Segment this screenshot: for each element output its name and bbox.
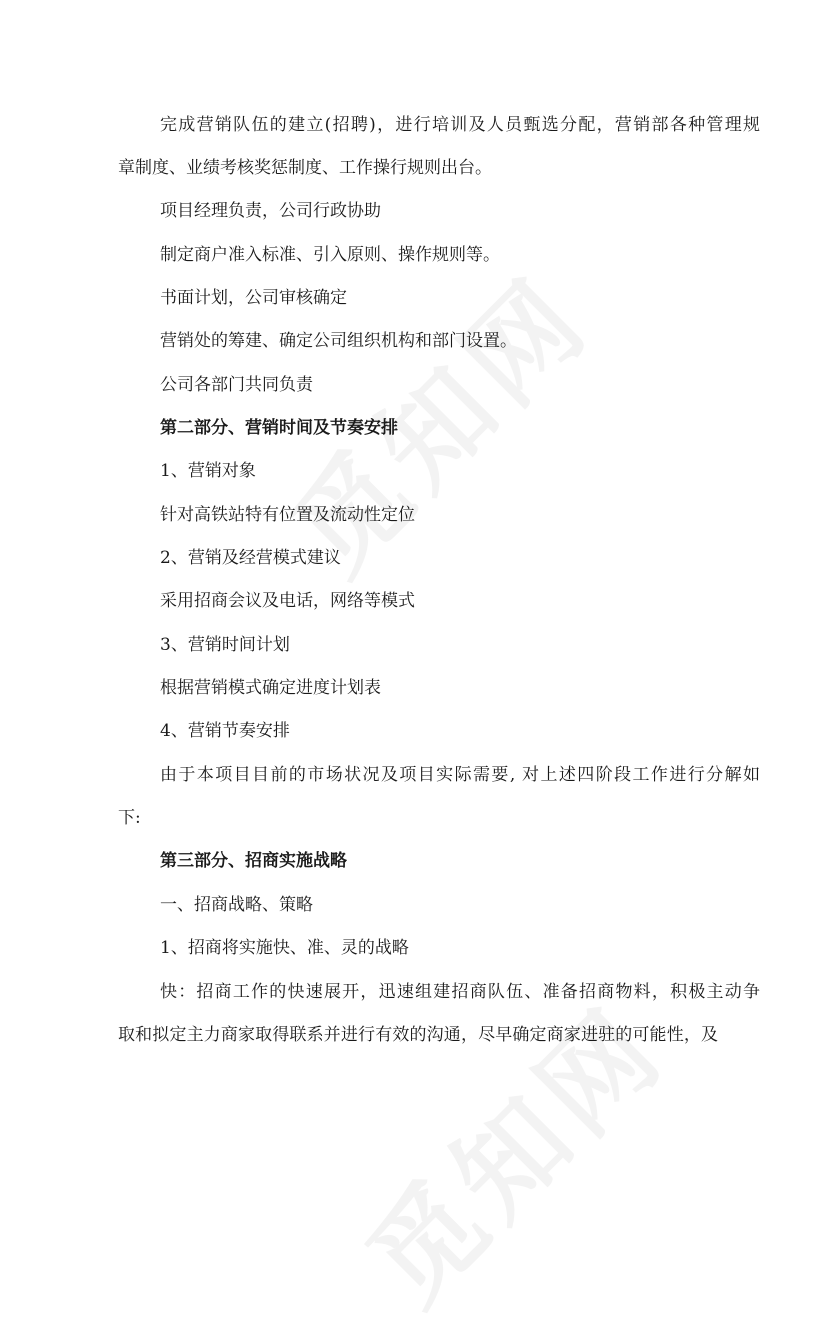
paragraph-line: 1、招商将实施快、准、灵的战略 [160, 938, 409, 958]
paragraph-line: 书面计划，公司审核确定 [160, 288, 347, 308]
paragraph-line: 一、招商战略、策略 [160, 895, 313, 915]
paragraph-line: 公司各部门共同负责 [160, 375, 313, 395]
watermark [327, 966, 693, 1332]
paragraph-line: 完成营销队伍的建立(招聘)，进行培训及人员甄选分配，营销部各种管理规 [160, 115, 760, 135]
paragraph-line: 采用招商会议及电话，网络等模式 [160, 591, 415, 611]
paragraph-line: 章制度、业绩考核奖惩制度、工作操行规则出台。 [118, 158, 492, 178]
paragraph-line: 4、营销节奏安排 [160, 721, 290, 741]
paragraph-line: 快：招商工作的快速展开，迅速组建招商队伍、准备招商物料，积极主动争 [160, 982, 760, 1002]
paragraph-line: 营销处的筹建、确定公司组织机构和部门设置。 [160, 331, 517, 351]
paragraph-line: 2、营销及经营模式建议 [160, 548, 341, 568]
paragraph-line: 制定商户准入标准、引入原则、操作规则等。 [160, 245, 500, 265]
paragraph-line: 根据营销模式确定进度计划表 [160, 678, 381, 698]
paragraph-line: 3、营销时间计划 [160, 635, 290, 655]
paragraph-line: 项目经理负责，公司行政协助 [160, 201, 381, 221]
paragraph-line: 取和拟定主力商家取得联系并进行有效的沟通，尽早确定商家进驻的可能性，及 [118, 1025, 718, 1045]
section-heading: 第二部分、营销时间及节奏安排 [160, 418, 398, 438]
paragraph-line: 针对高铁站特有位置及流动性定位 [160, 505, 415, 525]
paragraph-line: 下: [118, 808, 141, 828]
paragraph-line: 1、营销对象 [160, 461, 256, 481]
section-heading: 第三部分、招商实施战略 [160, 851, 347, 871]
paragraph-line: 由于本项目目前的市场状况及项目实际需要, 对上述四阶段工作进行分解如 [160, 765, 760, 785]
